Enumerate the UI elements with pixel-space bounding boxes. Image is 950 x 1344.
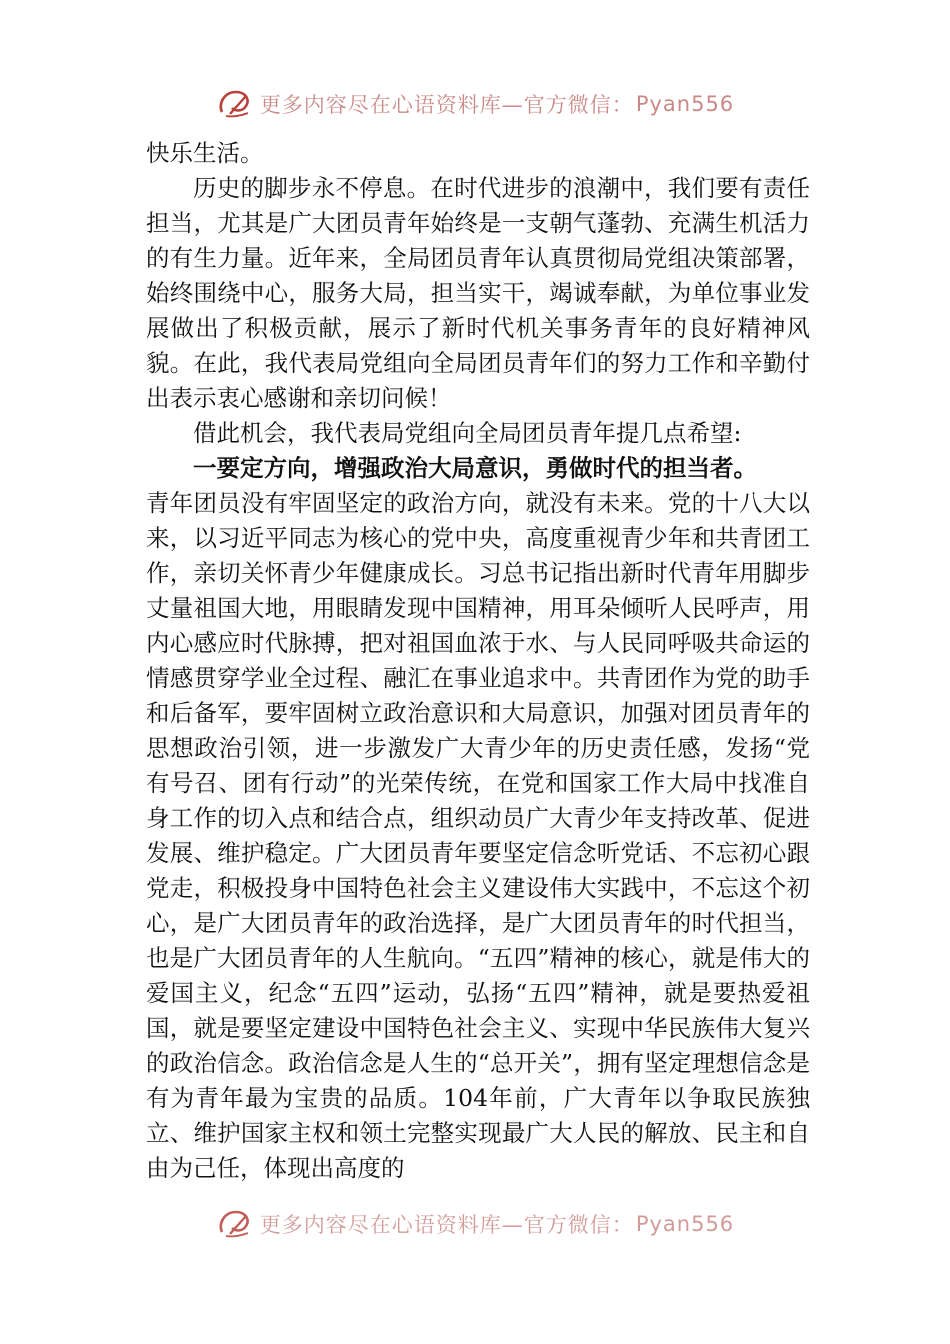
paragraph-continuation: 快乐生活。 (146, 139, 264, 167)
section-heading-direction: 一要定方向，增强政治大局意识，勇做时代的担当者。 (193, 454, 757, 482)
paragraph-hopes-intro: 借此机会，我代表局党组向全局团员青年提几点希望: (193, 419, 742, 447)
watermark-text: 更多内容尽在心语资料库—官方微信： (259, 1213, 634, 1237)
footer-watermark (0, 1204, 950, 1244)
watermark-wechat-id: Pyan556 (635, 92, 735, 116)
watermark-text: 更多内容尽在心语资料库—官方微信： (259, 93, 634, 117)
paragraph-political-direction: 青年团员没有牢固坚定的政治方向，就没有未来。党的十八大以来，以习近平同志为核心的党中央，高度重视青少年和共青团工作，亲切关怀青少年健康成长。习总书记指出新时代青年用脚步丈量祖国大地，用眼睛发现中国精神，用耳朵倾听人民呼声，用内心感应时代脉搏，把对祖国血浓于水、与人民同呼吸共命运的情感贯穿学业全过程、融汇在事业追求中。共青团作为党的助手和后备军，要牢固树立政治意识和大局意识，加强对团员青年的思想政治引领，进一步激发广大青少年的历史责任感，发扬“党有号召、团有行动”的光荣传统，在党和国家工作大局中找准自身工作的切入点和结合点，组织动员广大青少年支持改革、促进发展、维护稳定。广大团员青年要坚定信念听党话、不忘初心跟党走，积极投身中国特色社会主义建设伟大实践中，不忘这个初心，是广大团员青年的政治选择，是广大团员青年的时代担当，也是广大团员青年的人生航向。“五四”精神的核心，就是伟大的爱国主义，纪念“五四”运动，弘扬“五四”精神，就是要热爱祖国，就是要坚定建设中国特色社会主义、实现中华民族伟大复兴的政治信念。政治信念是人生的“总开关”，拥有坚定理想信念是有为青年最为宝贵的品质。104年前，广大青年以争取民族独立、维护国家主权和领土完整实现最广大人民的解放、民主和自由为己任，体现出高度的 (146, 489, 810, 1182)
paragraph-history: 历史的脚步永不停息。在时代进步的浪潮中，我们要有责任担当，尤其是广大团员青年始终是一支朝气蓬勃、充满生机活力的有生力量。近年来，全局团员青年认真贯彻局党组决策部署，始终围绕中心，服务大局，担当实干，竭诚奉献，为单位事业发展做出了积极贡献，展示了新时代机关事务青年的良好精神风貌。在此，我代表局党组向全局团员青年们的努力工作和辛勤付出表示衷心感谢和亲切问候！ (146, 174, 810, 412)
header-watermark (0, 84, 950, 124)
pen-logo-icon (216, 88, 254, 120)
watermark-wechat-id: Pyan556 (635, 1212, 735, 1236)
pen-logo-icon (216, 1208, 254, 1240)
document-body (146, 136, 810, 1186)
